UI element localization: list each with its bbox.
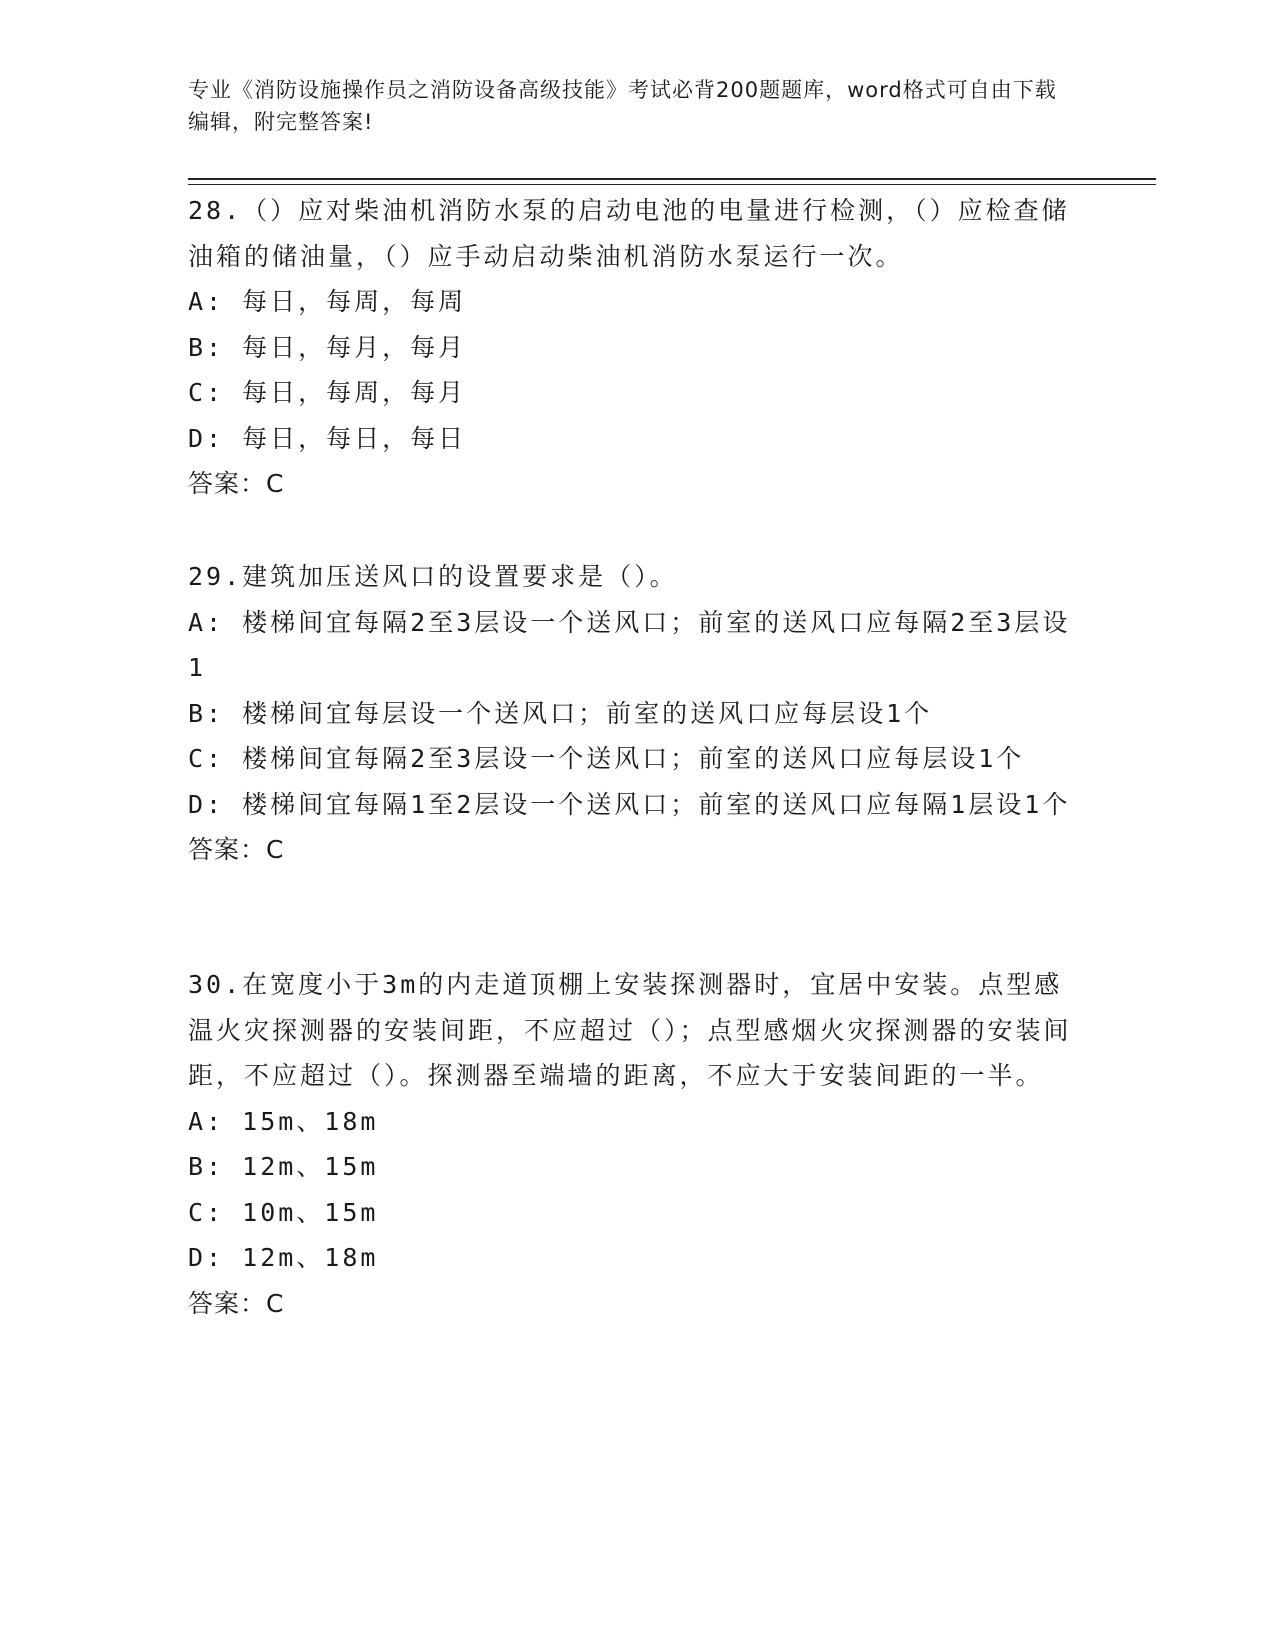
header-divider-thick (188, 178, 1156, 180)
option-a: A: 15m、18m (188, 1106, 379, 1136)
option-c: C: 10m、15m (188, 1197, 379, 1227)
question-stem: 30.在宽度小于3m的内走道顶棚上安装探测器时，宜居中安装。点型感温火灾探测器的安装间距，不应超过（）；点型感烟火灾探测器的安装间距，不应超过（）。探测器至端墙的距离，不应大于安装间距的一半。 (188, 970, 1072, 1090)
answer-label: 答案：C (188, 835, 285, 864)
option-b: B: 12m、15m (188, 1152, 379, 1181)
header-divider-thin (188, 184, 1156, 185)
option-d: D: 楼梯间宜每隔1至2层设一个送风口；前室的送风口应每隔1层设1个 (188, 789, 1071, 819)
option-c: C: 楼梯间宜每隔2至3层设一个送风口；前室的送风口应每层设1个 (188, 744, 1025, 773)
option-b: B: 每日，每月，每月 (188, 332, 467, 362)
question-28 (188, 188, 1078, 507)
question-stem: 29.建筑加压送风口的设置要求是（）。 (188, 562, 678, 591)
document-header: 专业《消防设施操作员之消防设备高级技能》考试必背200题题库，word格式可自由下载编辑，附完整答案! (188, 78, 1057, 134)
option-a: A: 楼梯间宜每隔2至3层设一个送风口；前室的送风口应每隔2至3层设1 (188, 607, 1071, 682)
option-d: D: 每日，每日，每日 (188, 423, 467, 453)
question-29 (188, 554, 1078, 873)
question-stem: 28.（）应对柴油机消防水泵的启动电池的电量进行检测，（）应检查储油箱的储油量，（）应手动启动柴油机消防水泵运行一次。 (188, 196, 1070, 271)
option-a: A: 每日，每周，每周 (188, 287, 467, 316)
option-b: B: 楼梯间宜每层设一个送风口；前室的送风口应每层设1个 (188, 698, 933, 728)
option-d: D: 12m、18m (188, 1243, 379, 1272)
answer-label: 答案：C (188, 1288, 285, 1318)
option-c: C: 每日，每周，每月 (188, 378, 467, 407)
question-30 (188, 962, 1078, 1326)
answer-label: 答案：C (188, 469, 285, 498)
